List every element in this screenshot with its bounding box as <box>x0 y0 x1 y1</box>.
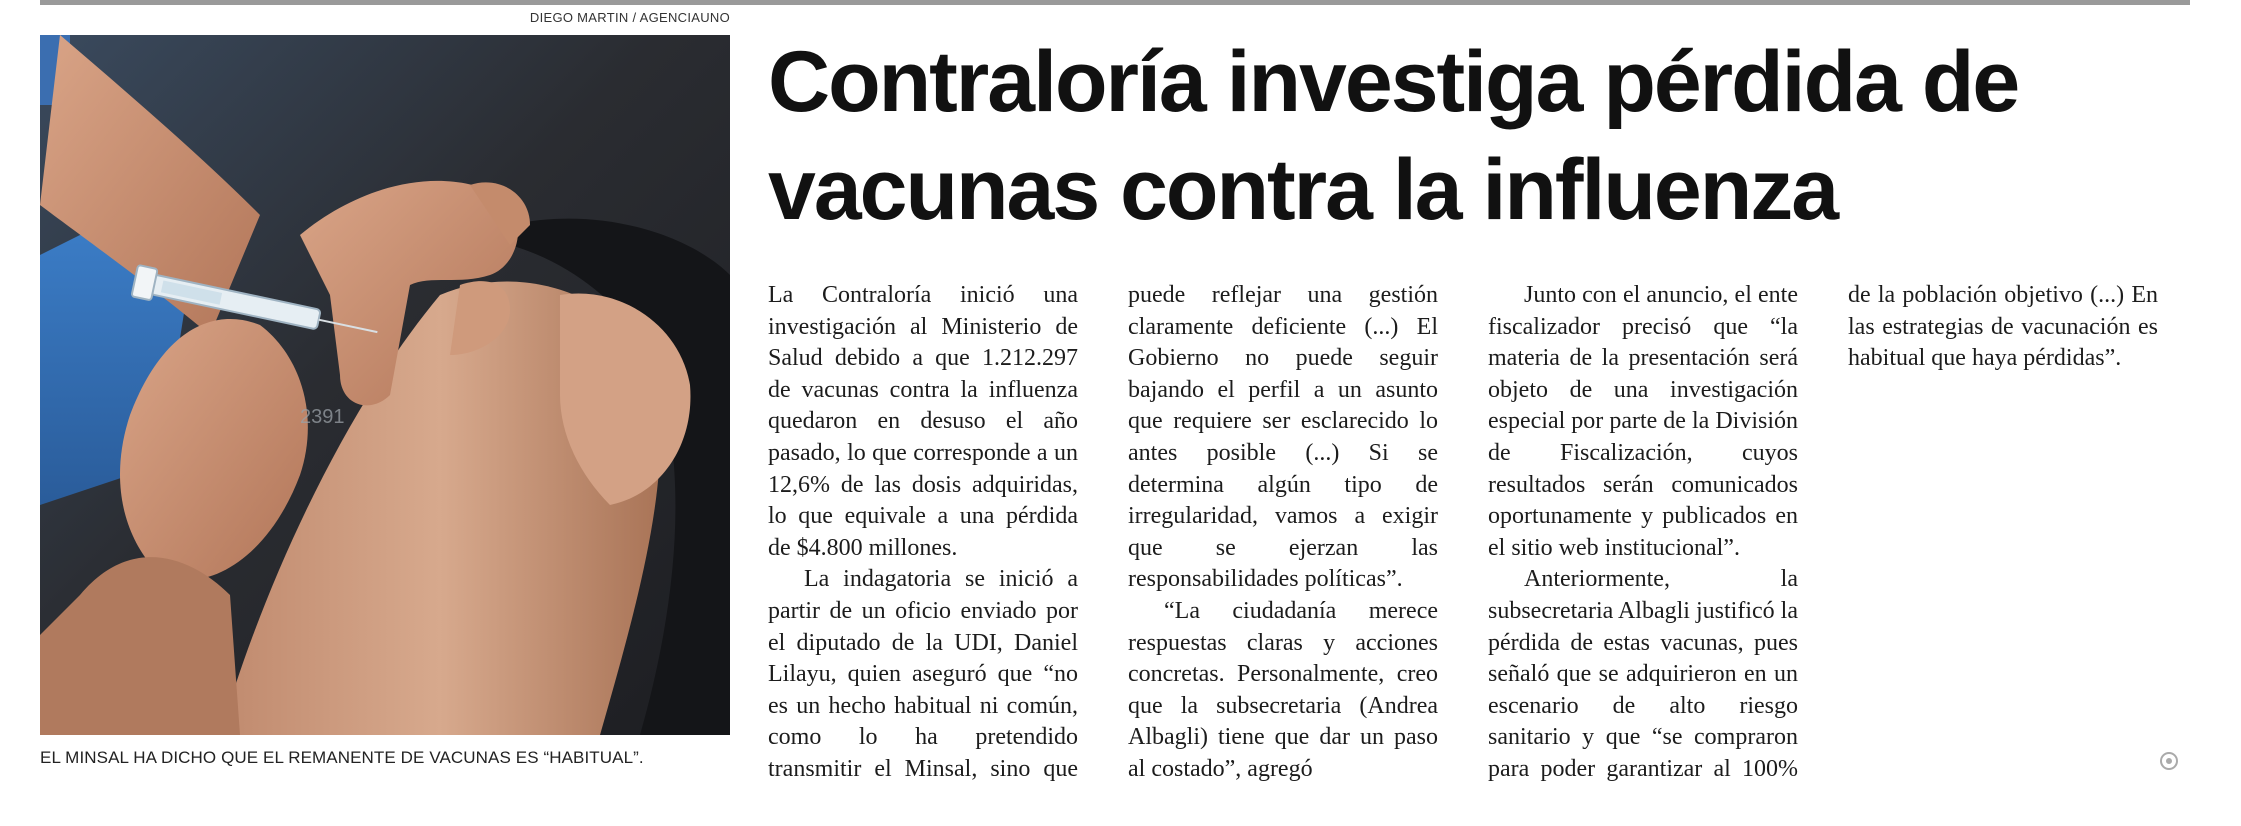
paragraph-1: La Contraloría inició una investigación al Ministerio de Salud debido a que 1.212.297 de vacunas contra la influenza quedaron en desuso el año pasado, lo que corresponde a un 12,6% de las dosis adquiridas, lo que equivale a una pérdida de $4.800 millones. <box>768 282 1078 561</box>
headline: Contraloría investiga pérdida de vacunas contra la influenza <box>768 34 2019 238</box>
vaccination-photo <box>40 35 730 735</box>
photo-watermark: 2391 <box>300 406 345 428</box>
photo-caption: EL MINSAL HA DICHO QUE EL REMANENTE DE VACUNAS ES “HABITUAL”. <box>40 748 644 767</box>
article-body <box>768 280 2158 800</box>
paragraph-3: “La ciudadanía merece respuestas claras y acciones concretas. Personalmente, creo que la subsecretaria (Andrea Albagli) tiene que dar un paso al costado”, agregó <box>1128 597 1438 782</box>
vaccination-photo-illustration <box>40 35 730 735</box>
photo-credit: DIEGO MARTIN / AGENCIAUNO <box>529 10 730 25</box>
paragraph-5: Anteriormente, la subsecretaria Albagli justificó la pérdida de estas vacunas, pues señaló que se adquirieron en un escenario de alto riesgo sanitario y que “se compraron para poder garantizar al 100% de la población objetivo (...) En las estrategias de vacunación es habitual que haya pérdidas”. <box>1488 282 2158 782</box>
top-rule <box>40 0 2190 5</box>
paragraph-2: La indagatoria se inició a partir de un oficio enviado por el diputado de la UDI, Daniel Lilayu, quien aseguró que “no es un hecho habitual ni común, como lo ha pretendido transmitir el Minsal, sino que puede reflejar una gestión claramente deficiente (...) El Gobierno no puede seguir bajando el perfil a un asunto que requiere ser esclarecido lo antes posible (...) Si se determina algún tipo de irregularidad, vamos a exigir que se ejerzan las responsabilidades políticas”. <box>768 282 1438 782</box>
paragraph-4: Junto con el anuncio, el ente fiscalizador precisó que “la materia de la presentación será objeto de una investigación especial por parte de la División de Fiscalización, cuyos resultados serán comunicados oportunamente y publicados en el sitio web institucional”. <box>1488 282 1798 561</box>
end-of-article-icon <box>2160 752 2178 770</box>
